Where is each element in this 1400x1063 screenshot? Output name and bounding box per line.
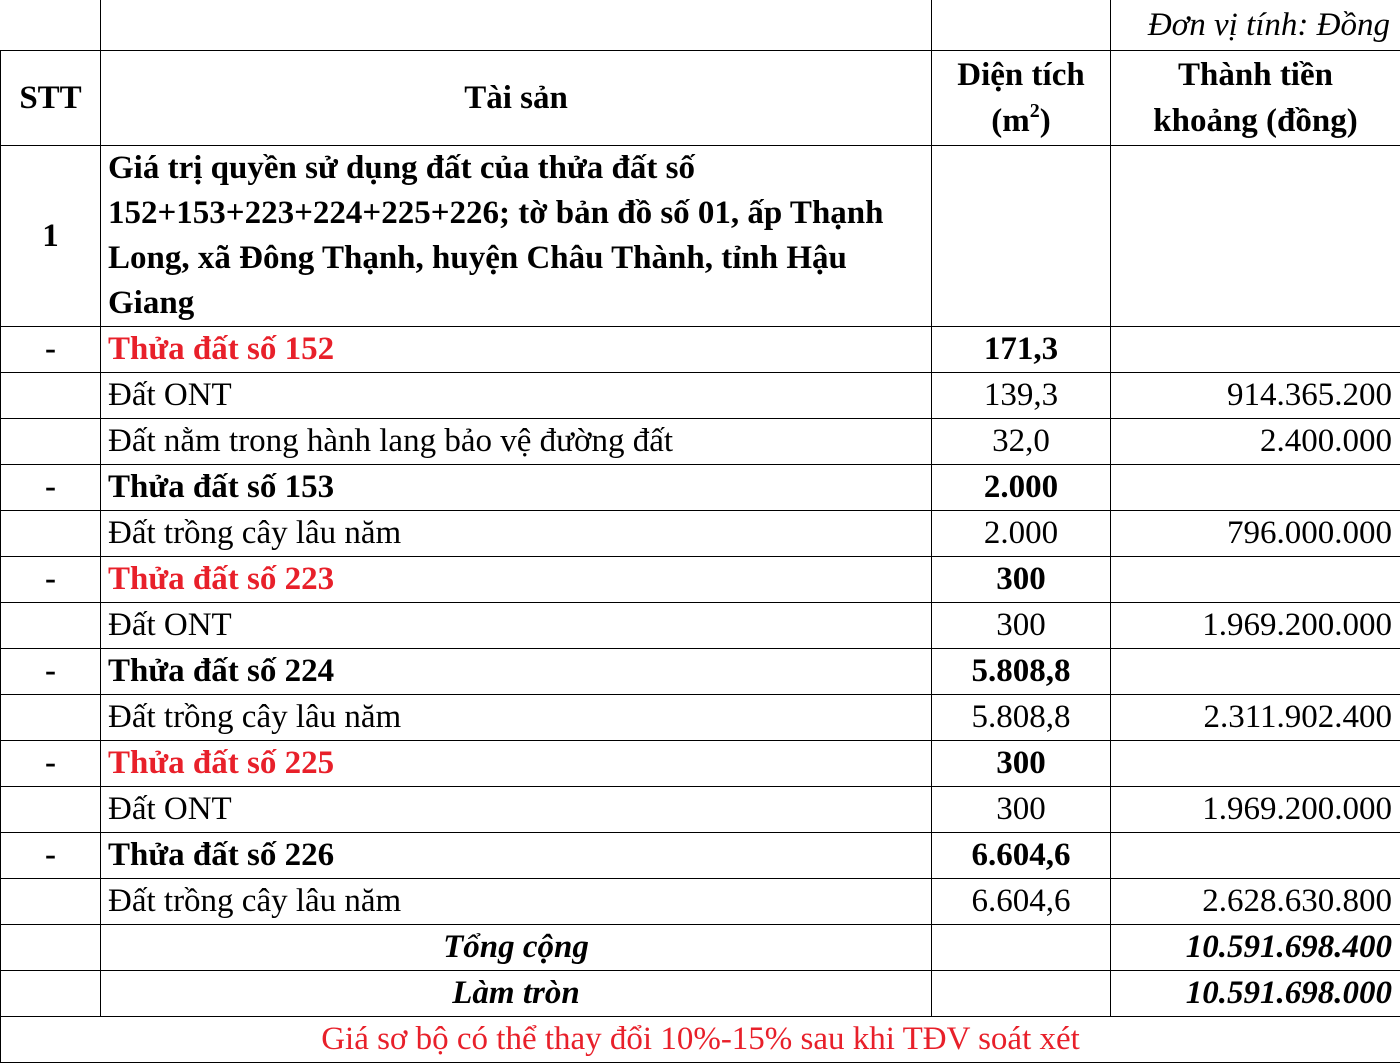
header-area (932, 51, 1111, 146)
total-row (1, 925, 1400, 971)
unit-spacer-cell (1, 0, 101, 51)
total-area-cell (932, 925, 1111, 971)
row-stt (1, 373, 101, 419)
unit-spacer-cell (932, 0, 1111, 51)
land-type: Đất nằm trong hành lang bảo vệ đường đất (101, 419, 932, 465)
row-stt: - (1, 833, 101, 879)
parcel-name: Thửa đất số 153 (101, 465, 932, 511)
row-amount (1111, 833, 1400, 879)
row-stt (1, 695, 101, 741)
header-amount-line2: khoảng (đồng) (1153, 103, 1358, 139)
header-amount-line1: Thành tiền (1178, 57, 1333, 93)
land-type: Đất ONT (101, 603, 932, 649)
row-amount (1111, 327, 1400, 373)
row-amount: 914.365.200 (1111, 373, 1400, 419)
land-detail-row (1, 787, 1400, 833)
land-type: Đất trồng cây lâu năm (101, 511, 932, 557)
row-stt: - (1, 741, 101, 787)
parcel-row (1, 833, 1400, 879)
row-amount: 1.969.200.000 (1111, 787, 1400, 833)
header-area-unit-suffix: ) (1039, 103, 1051, 139)
row-area: 6.604,6 (932, 833, 1111, 879)
row-stt (1, 419, 101, 465)
row-stt (1, 879, 101, 925)
intro-area-cell (932, 146, 1111, 327)
land-detail-row (1, 511, 1400, 557)
land-detail-row (1, 695, 1400, 741)
parcel-name: Thửa đất số 152 (101, 327, 932, 373)
total-value: 10.591.698.400 (1111, 925, 1400, 971)
row-amount: 2.628.630.800 (1111, 879, 1400, 925)
parcel-name: Thửa đất số 224 (101, 649, 932, 695)
row-stt: - (1, 327, 101, 373)
row-area: 300 (932, 787, 1111, 833)
price-note: Giá sơ bộ có thể thay đổi 10%-15% sau khi TĐV soát xét (1, 1017, 1400, 1063)
unit-spacer-cell (101, 0, 932, 51)
parcel-row (1, 741, 1400, 787)
land-type: Đất trồng cây lâu năm (101, 879, 932, 925)
land-type: Đất ONT (101, 787, 932, 833)
total-stt-cell (1, 925, 101, 971)
row-stt (1, 603, 101, 649)
header-stt: STT (1, 51, 101, 146)
unit-row (1, 0, 1400, 51)
land-type: Đất trồng cây lâu năm (101, 695, 932, 741)
rounded-total-row (1, 971, 1400, 1017)
row-area: 2.000 (932, 511, 1111, 557)
row-stt: - (1, 649, 101, 695)
intro-description: Giá trị quyền sử dụng đất của thửa đất số 152+153+223+224+225+226; tờ bản đồ số 01, ấp Thạnh Long, xã Đông Thạnh, huyện Châu Thành, tỉnh Hậu Giang (101, 146, 932, 327)
header-area-unit-prefix: (m (991, 103, 1030, 139)
row-area: 300 (932, 557, 1111, 603)
land-detail-row (1, 603, 1400, 649)
row-amount (1111, 465, 1400, 511)
header-area-label: Diện tích (957, 57, 1085, 93)
total-stt-cell (1, 971, 101, 1017)
row-amount (1111, 557, 1400, 603)
land-detail-row (1, 419, 1400, 465)
row-amount: 1.969.200.000 (1111, 603, 1400, 649)
row-amount (1111, 649, 1400, 695)
intro-amount-cell (1111, 146, 1400, 327)
note-row (1, 1017, 1400, 1063)
header-row (1, 51, 1400, 146)
parcel-row (1, 327, 1400, 373)
total-area-cell (932, 971, 1111, 1017)
unit-label: Đơn vị tính: Đồng (1111, 0, 1400, 51)
parcel-row (1, 649, 1400, 695)
header-amount (1111, 51, 1400, 146)
land-detail-row (1, 879, 1400, 925)
land-type: Đất ONT (101, 373, 932, 419)
parcel-name: Thửa đất số 226 (101, 833, 932, 879)
row-area: 300 (932, 603, 1111, 649)
row-area: 139,3 (932, 373, 1111, 419)
parcel-row (1, 465, 1400, 511)
row-area: 6.604,6 (932, 879, 1111, 925)
row-area: 5.808,8 (932, 649, 1111, 695)
total-value: 10.591.698.000 (1111, 971, 1400, 1017)
parcel-name: Thửa đất số 223 (101, 557, 932, 603)
row-stt: - (1, 557, 101, 603)
row-stt (1, 787, 101, 833)
row-area: 171,3 (932, 327, 1111, 373)
parcel-row (1, 557, 1400, 603)
row-stt: - (1, 465, 101, 511)
row-amount (1111, 741, 1400, 787)
row-amount: 2.311.902.400 (1111, 695, 1400, 741)
total-label: Tổng cộng (101, 925, 932, 971)
row-amount: 796.000.000 (1111, 511, 1400, 557)
header-asset: Tài sản (101, 51, 932, 146)
row-area: 32,0 (932, 419, 1111, 465)
row-area: 5.808,8 (932, 695, 1111, 741)
row-area: 2.000 (932, 465, 1111, 511)
row-area: 300 (932, 741, 1111, 787)
intro-row (1, 146, 1400, 327)
parcel-name: Thửa đất số 225 (101, 741, 932, 787)
header-area-unit-sup: 2 (1029, 100, 1040, 122)
total-label: Làm tròn (101, 971, 932, 1017)
row-amount: 2.400.000 (1111, 419, 1400, 465)
row-stt (1, 511, 101, 557)
intro-stt: 1 (1, 146, 101, 327)
land-detail-row (1, 373, 1400, 419)
